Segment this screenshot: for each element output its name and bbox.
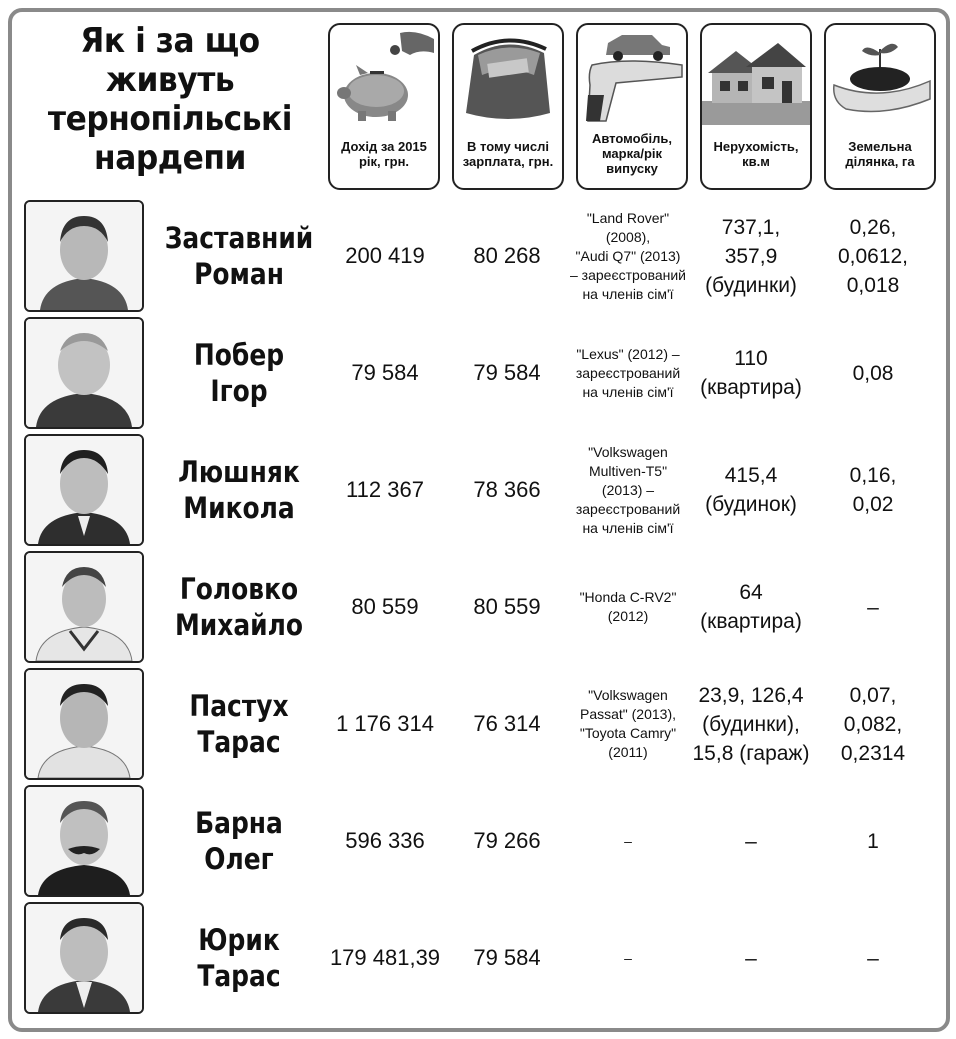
- land-cell: –: [867, 595, 879, 619]
- deputy-first-name: Микола: [183, 491, 295, 525]
- deputy-first-name: Тарас: [197, 725, 281, 759]
- estate-cell: –: [745, 946, 757, 970]
- land-cell: 0,26, 0,0612, 0,018: [837, 215, 909, 297]
- salary-cell: 80 559: [473, 594, 541, 619]
- deputy-photo: [24, 551, 144, 663]
- auto-cell: [566, 434, 690, 546]
- auto-cell: [566, 902, 690, 1014]
- estate-cell: 415,4 (будинок): [705, 464, 797, 516]
- header-auto: [576, 23, 688, 190]
- header-estate: [700, 23, 812, 190]
- deputy-name: [166, 317, 312, 429]
- land-cell: 0,16, 0,02: [849, 464, 897, 516]
- auto-cell: [566, 317, 690, 429]
- auto-cell: [566, 551, 690, 663]
- deputy-first-name: Ігор: [210, 374, 268, 408]
- portrait-icon: [26, 436, 142, 544]
- auto-value: –: [624, 832, 632, 849]
- deputy-photo: [24, 317, 144, 429]
- deputy-photo: [24, 785, 144, 897]
- auto-value: "Lexus" (2012) – зареєстрований на членів сім'ї: [575, 345, 681, 400]
- portrait-icon: [26, 553, 142, 661]
- estate-cell: 23,9, 126,4 (будинки), 15,8 (гараж): [692, 683, 810, 765]
- salary-cell: 79 584: [473, 945, 541, 970]
- deputy-surname: Пастух: [189, 689, 289, 723]
- page-title: [41, 22, 299, 178]
- deputy-surname: Барна: [195, 806, 283, 840]
- money-bag-icon: [454, 25, 562, 125]
- income-cell: 179 481,39: [329, 945, 441, 970]
- portrait-icon: [26, 904, 142, 1012]
- table-row: [24, 434, 924, 546]
- deputy-first-name: Михайло: [174, 608, 304, 642]
- deputy-surname: Заставний: [164, 221, 314, 255]
- income-cell: 112 367: [346, 477, 424, 502]
- estate-cell: –: [745, 829, 757, 853]
- deputy-first-name: Тарас: [197, 959, 281, 993]
- auto-value: "Volkswagen Passat" (2013), "Toyota Camry" (2011): [579, 687, 677, 760]
- title-line: нардепи: [94, 138, 246, 178]
- table-row: [24, 668, 924, 780]
- deputy-first-name: Роман: [194, 257, 284, 291]
- table-row: [24, 551, 924, 663]
- land-cell: 1: [867, 829, 879, 853]
- auto-value: "Land Rover" (2008), "Audi Q7" (2013) – зареєстрований на членів сім'ї: [569, 209, 687, 302]
- deputy-name: [166, 668, 312, 780]
- land-cell: –: [867, 946, 879, 970]
- deputy-name: [166, 200, 312, 312]
- estate-cell: 110 (квартира): [700, 347, 802, 399]
- income-cell: 80 559: [351, 594, 419, 619]
- car-in-hand-icon: [578, 25, 686, 125]
- deputy-name: [166, 902, 312, 1014]
- salary-cell: 76 314: [473, 711, 541, 736]
- header-salary: [452, 23, 564, 190]
- deputy-photo: [24, 200, 144, 312]
- header-income: [328, 23, 440, 190]
- table-row: [24, 317, 924, 429]
- portrait-icon: [26, 787, 142, 895]
- auto-cell: [566, 785, 690, 897]
- header-estate-label: Нерухомість, кв.м: [713, 138, 799, 169]
- land-cell: 0,08: [852, 361, 894, 385]
- table-row: [24, 200, 924, 312]
- table-row: [24, 902, 924, 1014]
- house-icon: [702, 25, 810, 125]
- auto-value: "Volkswagen Multiven-T5" (2013) – зареєстрований на членів сім'ї: [575, 443, 681, 536]
- estate-cell: 737,1, 357,9 (будинки): [705, 215, 797, 297]
- piggy-bank-icon: [330, 25, 438, 125]
- deputy-photo: [24, 434, 144, 546]
- header-salary-label: В тому числі зарплата, грн.: [462, 138, 554, 169]
- auto-value: "Honda C-RV2" (2012): [579, 589, 677, 624]
- title-line: живуть: [105, 60, 235, 100]
- header-land: [824, 23, 936, 190]
- deputy-first-name: Олег: [204, 842, 274, 876]
- deputy-photo: [24, 668, 144, 780]
- deputy-photo: [24, 902, 144, 1014]
- deputy-surname: Люшняк: [178, 455, 300, 489]
- income-cell: 596 336: [345, 828, 425, 853]
- table-row: [24, 785, 924, 897]
- salary-cell: 79 266: [473, 828, 541, 853]
- portrait-icon: [26, 202, 142, 310]
- sprout-in-hand-icon: [826, 25, 934, 125]
- income-cell: 1 176 314: [336, 711, 434, 736]
- income-cell: 200 419: [345, 243, 425, 268]
- title-line: Як і за що: [80, 21, 260, 61]
- deputy-name: [166, 785, 312, 897]
- portrait-icon: [26, 670, 142, 778]
- deputy-surname: Побер: [193, 338, 285, 372]
- estate-cell: 64 (квартира): [700, 581, 802, 633]
- land-cell: 0,07, 0,082, 0,2314: [840, 683, 906, 765]
- deputy-surname: Головко: [179, 572, 299, 606]
- portrait-icon: [26, 319, 142, 427]
- deputy-name: [166, 434, 312, 546]
- auto-value: –: [624, 949, 632, 966]
- deputy-name: [166, 551, 312, 663]
- header-land-label: Земельна ділянка, га: [845, 138, 915, 169]
- header-auto-label: Автомобіль, марка/рік випуску: [591, 131, 673, 176]
- header-income-label: Дохід за 2015 рік, грн.: [341, 138, 427, 169]
- deputy-surname: Юрик: [198, 923, 280, 957]
- income-cell: 79 584: [351, 360, 419, 385]
- salary-cell: 80 268: [473, 243, 541, 268]
- salary-cell: 78 366: [473, 477, 541, 502]
- auto-cell: [566, 668, 690, 780]
- salary-cell: 79 584: [473, 360, 541, 385]
- title-line: тернопільські: [47, 99, 293, 139]
- auto-cell: [566, 200, 690, 312]
